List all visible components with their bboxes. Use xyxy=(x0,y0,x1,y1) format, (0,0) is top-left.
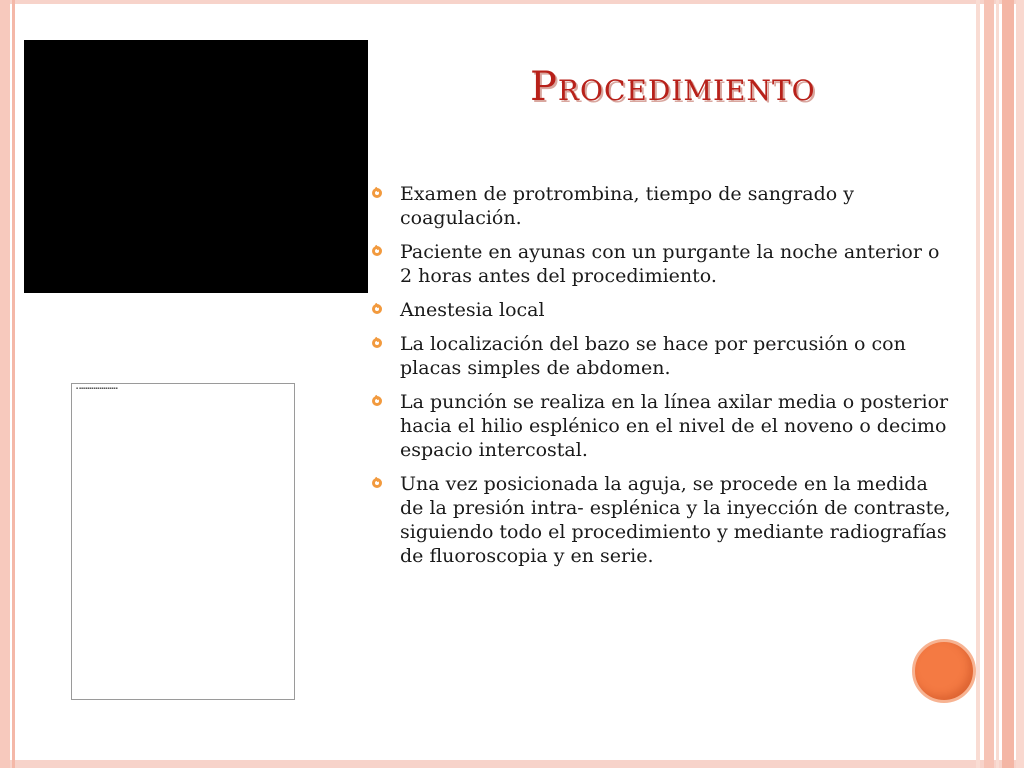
document-thumbnail-caption: ▪ ▪▪▪▪▪▪▪▪▪▪▪▪▪▪▪▪▪▪▪ xyxy=(76,386,118,390)
bullet-text: La localización del bazo se hace por percusión o con placas simples de abdomen. xyxy=(400,333,906,379)
bullet-item xyxy=(372,472,952,568)
bullet-text: La punción se realiza en la línea axilar media o posterior hacia el hilio esplénico en el nivel de el noveno o decimo espacio intercostal. xyxy=(400,391,949,461)
bullet-text: Una vez posicionada la aguja, se procede en la medida de la presión intra- esplénica y la inyección de contraste, siguiendo todo el procedimiento y mediante radiografías de fluoroscopia y en serie. xyxy=(400,473,951,567)
slide-border-left xyxy=(0,0,10,768)
bullet-item xyxy=(372,332,952,380)
bullet-item xyxy=(372,390,952,462)
decorative-circle xyxy=(912,639,976,703)
bullet-list xyxy=(372,182,952,578)
document-thumbnail xyxy=(71,383,295,700)
right-border-stripe xyxy=(1016,0,1024,768)
bullet-item xyxy=(372,298,952,322)
bullet-ring-icon xyxy=(372,396,382,406)
slide-border-left-line xyxy=(12,0,15,768)
slide-title: Procedimiento xyxy=(530,64,816,110)
right-border-stripe xyxy=(996,0,999,768)
slide-border-bottom xyxy=(0,760,1024,768)
bullet-ring-icon xyxy=(372,338,382,348)
bullet-ring-icon xyxy=(372,188,382,198)
bullet-text: Examen de protrombina, tiempo de sangrado y coagulación. xyxy=(400,183,854,229)
right-border-stripe xyxy=(1002,0,1014,768)
bullet-text: Paciente en ayunas con un purgante la noche anterior o 2 horas antes del procedimiento. xyxy=(400,241,940,287)
bullet-item xyxy=(372,240,952,288)
slide-border-top xyxy=(0,0,1024,4)
bullet-text: Anestesia local xyxy=(400,299,545,321)
bullet-item xyxy=(372,182,952,230)
right-border-stripe xyxy=(976,0,980,768)
bullet-ring-icon xyxy=(372,478,382,488)
bullet-ring-icon xyxy=(372,304,382,314)
bullet-ring-icon xyxy=(372,246,382,256)
image-placeholder xyxy=(24,40,368,293)
right-border-stripe xyxy=(984,0,994,768)
